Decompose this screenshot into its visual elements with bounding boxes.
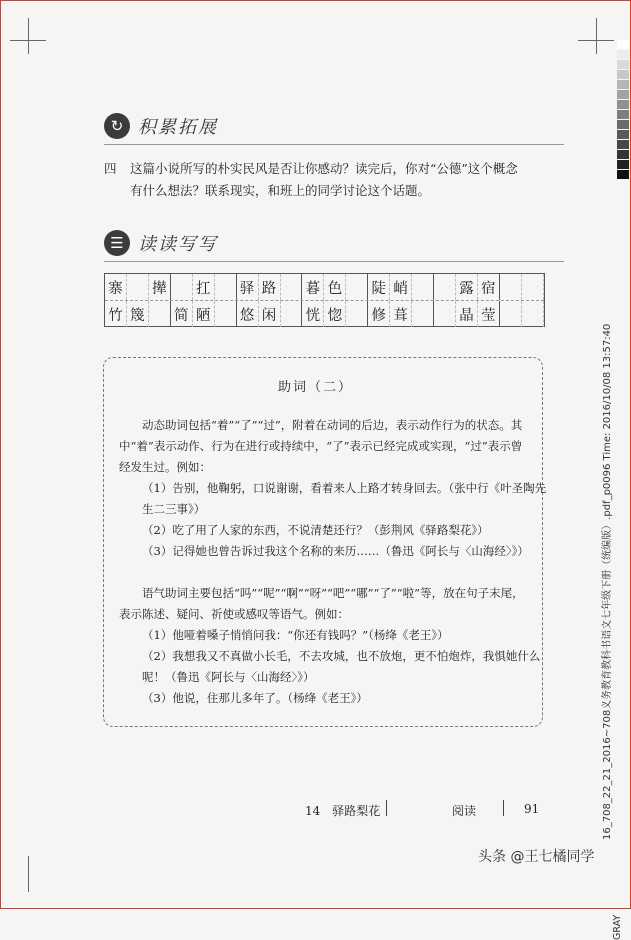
grid-cell: 路 bbox=[259, 274, 281, 300]
crop-mark bbox=[28, 856, 29, 892]
grid-cell bbox=[215, 274, 237, 300]
gray-label: GRAY bbox=[612, 914, 623, 940]
crop-mark bbox=[10, 40, 46, 41]
gray-scale-bar bbox=[617, 40, 629, 180]
paragraph: 动态助词包括“着”“了”“过”，附着在动词的后边，表示动作行为的状态。其中“着”表示动作、行为在进行或持续中，“了”表示已经完成或实现，“过”表示曾经发生过。例如： bbox=[119, 418, 523, 474]
footer-divider bbox=[503, 800, 504, 816]
page-number: 91 bbox=[524, 802, 540, 816]
print-info: 16_708_22_21_2016~708义务教育教科书语文七年级下册（统编版）.pdf_p0096 Time: 2016/10/08 13:57:40 bbox=[602, 323, 613, 840]
grid-cell: 寨 bbox=[105, 274, 127, 300]
grid-cell: 扛 bbox=[193, 274, 215, 300]
grid-cell bbox=[215, 301, 237, 327]
footer-unit: 阅读 bbox=[452, 804, 477, 818]
grid-cell: 竹 bbox=[105, 301, 127, 327]
grid-cell bbox=[346, 274, 368, 300]
section-icon: ↻ bbox=[104, 113, 130, 139]
crop-mark bbox=[578, 40, 614, 41]
grid-cell bbox=[434, 274, 456, 300]
grid-cell bbox=[412, 301, 434, 327]
grid-cell bbox=[127, 274, 149, 300]
question-line: 这篇小说所写的朴实民风是否让你感动？读完后，你对“公德”这个概念 bbox=[130, 161, 518, 176]
question-number: 四 bbox=[104, 161, 117, 176]
section-title: 读读写写 bbox=[138, 234, 218, 255]
paragraph: 语气助词主要包括“吗”“呢”“啊”“呀”“吧”“哪”“了”“啦”等，放在句子末尾，表示陈述、疑问、祈使或感叹等语气。例如： bbox=[119, 586, 524, 621]
footer-divider bbox=[386, 800, 387, 816]
watermark: 头条 @王七橘同学 bbox=[478, 849, 595, 865]
grid-cell: 暮 bbox=[302, 274, 324, 300]
grid-cell: 峭 bbox=[390, 274, 412, 300]
grid-cell bbox=[522, 301, 544, 327]
grid-cell: 恍 bbox=[302, 301, 324, 327]
grid-cell: 莹 bbox=[478, 301, 500, 327]
grid-row bbox=[105, 274, 544, 300]
example: （2）我想我又不真做小长毛，不去攻城，也不放炮，更不怕炮炸，我惧她什么呢！（鲁迅《阿长与〈山海经〉》） bbox=[142, 649, 541, 684]
grid-cell: 葺 bbox=[390, 301, 412, 327]
grid-cell: 露 bbox=[456, 274, 478, 300]
grid-cell: 篾 bbox=[127, 301, 149, 327]
divider bbox=[104, 261, 564, 262]
footer-lesson: 14 驿路梨花 bbox=[305, 804, 381, 818]
grid-cell bbox=[346, 301, 368, 327]
example: （2）吃了用了人家的东西，不说清楚还行？（彭荆风《驿路梨花》） bbox=[142, 523, 489, 537]
section-heading-accumulate bbox=[104, 113, 218, 139]
example: （3）他说，住那儿多年了。（杨绛《老王》） bbox=[142, 691, 368, 705]
crop-mark bbox=[596, 18, 597, 54]
grid-cell bbox=[500, 274, 522, 300]
grid-cell: 晶 bbox=[456, 301, 478, 327]
question-line: 有什么想法？联系现实，和班上的同学讨论这个话题。 bbox=[130, 183, 431, 198]
grid-cell bbox=[500, 301, 522, 327]
grid-cell: 撵 bbox=[149, 274, 171, 300]
divider bbox=[104, 144, 564, 145]
section-heading-read-write bbox=[104, 230, 218, 256]
grid-row bbox=[105, 300, 544, 327]
box-title: 助词（二） bbox=[277, 380, 353, 395]
grid-cell: 色 bbox=[324, 274, 346, 300]
example: （1）他哑着嗓子悄悄问我：“你还有钱吗？”（杨绛《老王》） bbox=[142, 628, 449, 642]
grid-cell bbox=[281, 301, 303, 327]
grid-cell bbox=[171, 274, 193, 300]
question-four bbox=[104, 158, 564, 202]
grid-cell: 惚 bbox=[324, 301, 346, 327]
grid-cell: 驿 bbox=[237, 274, 259, 300]
example: （1）告别，他鞠躬，口说谢谢，看着来人上路才转身回去。（张中行《叶圣陶先生二三事》） bbox=[142, 481, 547, 516]
section-title: 积累拓展 bbox=[138, 117, 218, 138]
grid-cell bbox=[149, 301, 171, 327]
grid-cell: 悠 bbox=[237, 301, 259, 327]
vocabulary-grid bbox=[104, 273, 545, 327]
grid-cell bbox=[522, 274, 544, 300]
grid-cell: 陡 bbox=[368, 274, 390, 300]
grid-cell bbox=[281, 274, 303, 300]
grid-cell: 宿 bbox=[478, 274, 500, 300]
grid-cell: 陋 bbox=[193, 301, 215, 327]
grid-cell: 简 bbox=[171, 301, 193, 327]
grid-cell bbox=[412, 274, 434, 300]
grid-cell: 修 bbox=[368, 301, 390, 327]
grid-cell: 闲 bbox=[259, 301, 281, 327]
crop-mark bbox=[28, 18, 29, 54]
list-icon: ☰ bbox=[104, 230, 130, 256]
example: （3）记得她也曾告诉过我这个名称的来历……（鲁迅《阿长与〈山海经〉》） bbox=[142, 544, 529, 558]
grid-cell bbox=[434, 301, 456, 327]
